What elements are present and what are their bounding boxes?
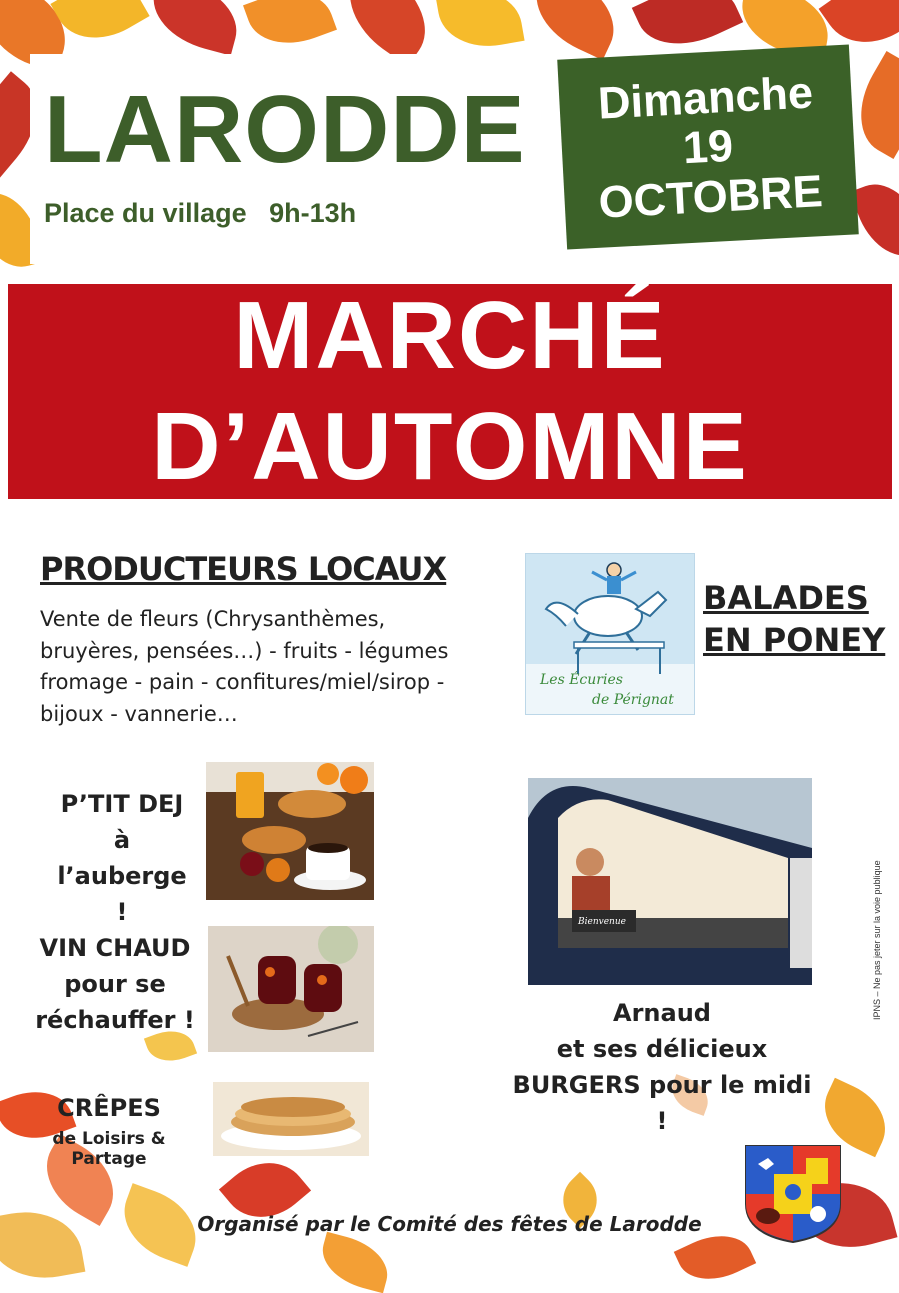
breakfast-photo: [206, 762, 374, 900]
ipns-notice: IPNS – Ne pas jeter sur la voie publique: [872, 860, 882, 1020]
truck-sign: Bienvenue: [578, 917, 626, 927]
mulled-wine-text: [30, 930, 200, 1038]
burger-truck-image: [528, 778, 812, 985]
town-name: LARODDE: [44, 76, 526, 183]
burgers-line-1: Arnaud: [613, 999, 711, 1027]
mulled-wine-line-1: VIN CHAUD: [39, 934, 191, 962]
burgers-text: [512, 995, 812, 1139]
place-and-hours: Place du village 9h-13h: [44, 198, 357, 228]
mulled-wine-line-3: réchauffer !: [35, 1006, 195, 1034]
event-title-line-2: D’AUTOMNE: [151, 392, 749, 500]
burgers-line-2: et ses délicieux: [556, 1035, 768, 1063]
breakfast-image: [206, 762, 374, 900]
burgers-line-3: BURGERS pour le midi !: [512, 1071, 812, 1135]
breakfast-text: [52, 786, 192, 930]
producers-heading: PRODUCTEURS LOCAUX: [40, 550, 447, 588]
event-title-banner: [8, 284, 892, 499]
logo-text-2: de Pérignat: [592, 692, 674, 708]
breakfast-line-2: l’auberge !: [57, 862, 187, 926]
event-title-line-1: MARCHÉ: [233, 282, 667, 390]
mulled-wine-line-2: pour se: [64, 970, 166, 998]
date-badge: [557, 44, 859, 249]
mulled-wine-photo: [208, 926, 374, 1052]
pony-rider-icon: [526, 554, 694, 714]
crepes-photo: [213, 1082, 369, 1156]
organizer-credit: Organisé par le Comité des fêtes de Larodde: [197, 1212, 702, 1236]
date-number: 19: [681, 119, 735, 174]
pony-title-line-1: BALADES: [703, 579, 869, 617]
logo-text-1: Les Écuries: [540, 672, 623, 688]
pony-rides-heading: [703, 578, 885, 661]
burger-truck-photo: [528, 778, 812, 985]
crepes-image: [213, 1082, 369, 1156]
crepes-text: [14, 1094, 204, 1170]
stables-logo: [525, 553, 695, 715]
producers-description: Vente de fleurs (Chrysanthèmes, bruyères, pensées…) - fruits - légumes fromage - pain - confitures/miel/sirop - bijoux - vannerie…: [40, 607, 449, 726]
date-month: OCTOBRE: [597, 164, 824, 228]
crepes-subtitle: de Loisirs & Partage: [52, 1128, 166, 1170]
mulled-wine-image: [208, 926, 374, 1052]
breakfast-line-1: P’TIT DEJ à: [60, 790, 184, 854]
date-day: Dimanche: [596, 66, 815, 129]
pony-title-line-2: EN PONEY: [703, 620, 886, 659]
crepes-title: CRÊPES: [57, 1094, 161, 1122]
